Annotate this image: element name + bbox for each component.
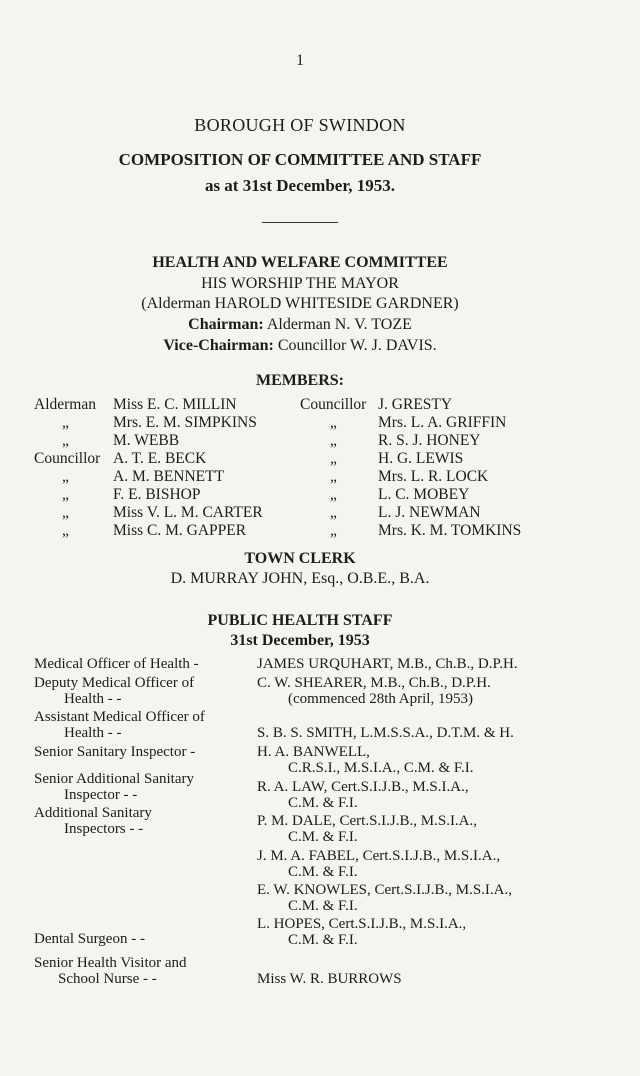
member-name: Miss C. M. GAPPER — [113, 522, 247, 539]
staff-title-line: Inspectors - - — [64, 821, 144, 837]
member-prefix: „ — [330, 504, 337, 521]
staff-name-line: C.M. & F.I. — [288, 932, 358, 948]
member-name: H. G. LEWIS — [378, 450, 464, 467]
members-heading: MEMBERS: — [256, 372, 344, 389]
chairman-value: Alderman N. V. TOZE — [266, 316, 412, 333]
member-name: R. S. J. HONEY — [378, 432, 481, 449]
staff-name-line: Miss W. R. BURROWS — [257, 971, 402, 987]
member-prefix: Councillor — [34, 450, 101, 467]
vice-chairman-value: Councillor W. J. DAVIS. — [277, 337, 437, 354]
member-prefix: „ — [330, 450, 337, 467]
member-prefix: „ — [62, 414, 69, 431]
member-name: L. C. MOBEY — [378, 486, 470, 503]
member-prefix: „ — [62, 522, 69, 539]
member-name: Mrs. L. A. GRIFFIN — [378, 414, 507, 431]
vice-chairman-label: Vice-Chairman: — [163, 337, 274, 354]
committee-mayor-name: (Alderman HAROLD WHITESIDE GARDNER) — [141, 295, 459, 312]
staff-title-line: School Nurse - - — [58, 971, 157, 987]
staff-title-line: Health - - — [64, 691, 122, 707]
staff-title-line: Deputy Medical Officer of — [34, 675, 195, 691]
staff-name-line: C.M. & F.I. — [288, 864, 358, 880]
staff-title-line: Dental Surgeon - - — [34, 931, 145, 947]
staff-title-line: Additional Sanitary — [34, 805, 152, 821]
member-prefix: „ — [62, 486, 69, 503]
staff-name-line: C.M. & F.I. — [288, 829, 358, 845]
staff-title-line: Senior Additional Sanitary — [34, 771, 194, 787]
staff-title-line: Medical Officer of Health - — [34, 656, 199, 672]
member-name: F. E. BISHOP — [113, 486, 201, 503]
member-prefix: „ — [62, 504, 69, 521]
staff-title-line: Senior Sanitary Inspector - — [34, 744, 196, 760]
member-name: Miss E. C. MILLIN — [113, 396, 237, 413]
committee-vice-chairman — [0, 337, 600, 355]
member-name: Mrs. K. M. TOMKINS — [378, 522, 522, 539]
staff-title-line: Senior Health Visitor and — [34, 955, 187, 971]
committee-chairman — [0, 316, 600, 334]
staff-name-line: C.R.S.I., M.S.I.A., C.M. & F.I. — [288, 760, 474, 776]
staff-name-line: C. W. SHEARER, M.B., Ch.B., D.P.H. — [257, 675, 491, 691]
staff-title-line: Assistant Medical Officer of — [34, 709, 205, 725]
member-prefix: „ — [62, 432, 69, 449]
member-prefix: „ — [330, 468, 337, 485]
member-prefix: „ — [330, 522, 337, 539]
staff-name-line: C.M. & F.I. — [288, 898, 358, 914]
staff-name-line: C.M. & F.I. — [288, 795, 358, 811]
staff-name-line: (commenced 28th April, 1953) — [288, 691, 473, 707]
staff-name-line: P. M. DALE, Cert.S.I.J.B., M.S.I.A., — [257, 813, 478, 829]
staff-name-line: E. W. KNOWLES, Cert.S.I.J.B., M.S.I.A., — [257, 882, 513, 898]
staff-name-line: L. HOPES, Cert.S.I.J.B., M.S.I.A., — [257, 916, 467, 932]
staff-name-line: J. M. A. FABEL, Cert.S.I.J.B., M.S.I.A., — [257, 848, 501, 864]
town-clerk-name: D. MURRAY JOHN, Esq., O.B.E., B.A. — [170, 570, 430, 587]
member-name: A. T. E. BECK — [113, 450, 207, 467]
staff-date: 31st December, 1953 — [230, 632, 370, 649]
member-prefix: „ — [330, 486, 337, 503]
page-number: 1 — [296, 52, 304, 69]
staff-title-line: Inspector - - — [64, 787, 138, 803]
member-name: A. M. BENNETT — [113, 468, 225, 485]
committee-mayor: HIS WORSHIP THE MAYOR — [201, 275, 399, 292]
member-name: M. WEBB — [113, 432, 180, 449]
member-prefix: „ — [330, 432, 337, 449]
staff-name-line: JAMES URQUHART, M.B., Ch.B., D.P.H. — [257, 656, 518, 672]
member-name: L. J. NEWMAN — [378, 504, 481, 521]
borough-title: BOROUGH OF SWINDON — [194, 115, 406, 135]
member-prefix: „ — [330, 414, 337, 431]
member-name: Mrs. E. M. SIMPKINS — [113, 414, 257, 431]
document-title: COMPOSITION OF COMMITTEE AND STAFF — [118, 150, 482, 169]
staff-heading: PUBLIC HEALTH STAFF — [207, 612, 393, 629]
member-prefix: Councillor — [300, 396, 367, 413]
staff-title-line: Health - - — [64, 725, 122, 741]
member-prefix: „ — [62, 468, 69, 485]
town-clerk-heading: TOWN CLERK — [244, 550, 356, 567]
staff-name-line: R. A. LAW, Cert.S.I.J.B., M.S.I.A., — [257, 779, 469, 795]
chairman-label: Chairman: — [188, 316, 264, 333]
document-date: as at 31st December, 1953. — [204, 176, 396, 195]
staff-name-line: S. B. S. SMITH, L.M.S.S.A., D.T.M. & H. — [257, 725, 514, 741]
committee-heading: HEALTH AND WELFARE COMMITTEE — [152, 254, 448, 271]
member-prefix: Alderman — [34, 396, 96, 413]
divider-rule — [262, 222, 338, 223]
member-name: Miss V. L. M. CARTER — [113, 504, 263, 521]
staff-name-line: H. A. BANWELL, — [257, 744, 370, 760]
member-name: Mrs. L. R. LOCK — [378, 468, 489, 485]
member-name: J. GRESTY — [378, 396, 453, 413]
